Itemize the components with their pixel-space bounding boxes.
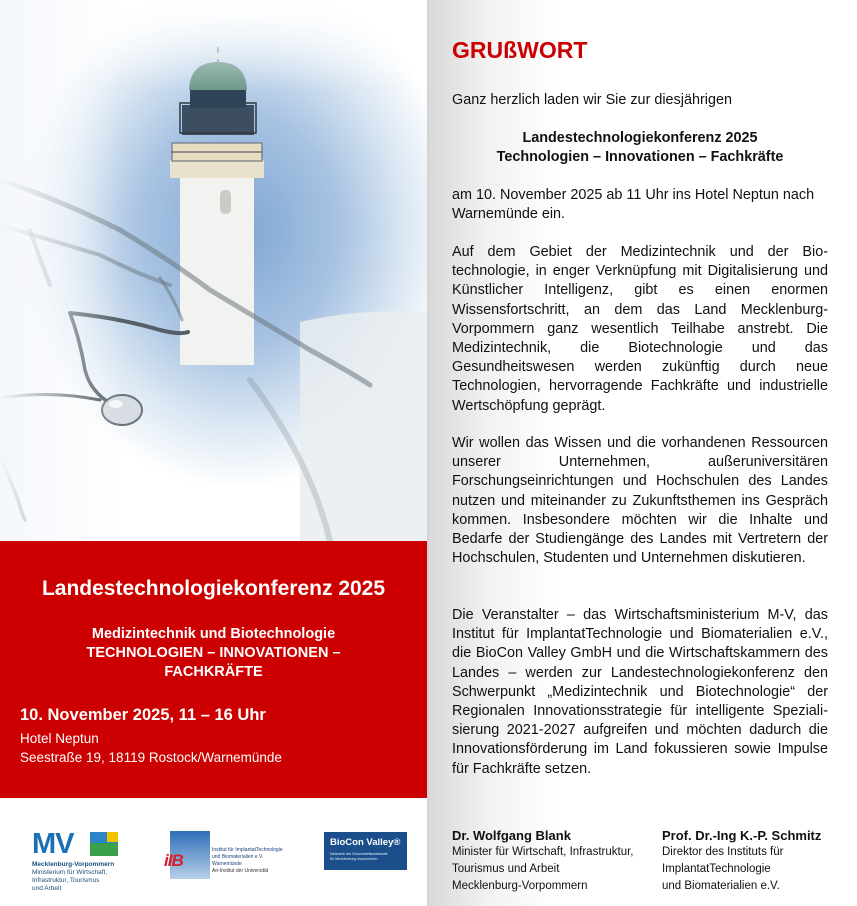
iib-logo-text: An-Institut der Universität [212,868,269,874]
greeting-paragraph: Die Veranstalter – das Wirtschaftsministerium M-V, das Institut für ImplantatTechnologie und Biomaterialien e.V., die BioCon Valley GmbH und die Wirtschaftskammern des Landes – werden zur Landestechnologiekonferenz den Schwerpunkt „Medizintechnik und Biotechnologie“ der Regionalen Innovationsstrategie für intelligente Spezialisierung 2021-2027 aufgreifen und möchten dadurch die Innovationsförderung im Land fokussieren sowie Impulse für Fachkräfte setzen. [452,607,828,777]
partner-logos [0,798,427,906]
lighthouse-photo [0,0,427,541]
event-venue [20,729,282,767]
signatory-name: Dr. Wolfgang Blank [452,828,571,843]
mv-logo-text: und Arbeit [32,885,62,892]
lighthouse-icon [170,47,264,365]
iib-logo-text: Institut für ImplantatTechnologie [212,847,283,853]
mv-logo-mark: MV [32,828,74,860]
greeting-intro: Ganz herzlich laden wir Sie zur diesjährigen [452,92,732,108]
conference-motto: Technologien – Innovationen – Fachkräfte [496,149,784,165]
greeting-paragraph: Wir wollen das Wissen und die vorhandenen Ressourcen unserer Unternehmen, außeruniversitären Forschungseinrichtungen und Hochschulen des Landes nutzen und miteinander zu Zukunftsthemen ins Gespräch kommen. Insbesondere möchten wir die Inhalte und Bedarfe der Studiengänge des Landes mit Vertretern der Hochschulen, Studenten und Unternehmen diskutieren. [452,435,828,567]
signatory [452,827,633,895]
subtitle-line: Medizintechnik und Biotechnologie [91,626,336,642]
mv-logo-text: Mecklenburg-Vorpommern [32,861,115,868]
subtitle-line: TECHNOLOGIEN – INNOVATIONEN – [86,645,341,661]
greeting-paragraph: Auf dem Gebiet der Medizintechnik und der Biotechnologie, in enger Verknüpfung mit Digitalisierung und Künstlicher Intelligenz, gibt es einen enormen Wissensfortschritt, an dem das Land Mecklenburg-Vorpommern ganz wesentlich Teilhabe anstrebt. Die Medizintechnik, die Biotechnologie und das Gesundheitswesen werden zukünftig durch neue Technologien, hervorragende Fachkräfte und industrielle Wertschöpfung geprägt. [452,244,828,414]
greeting-paragraph: am 10. November 2025 ab 11 Uhr ins Hotel Neptun nach Warnemünde ein. [452,187,815,223]
venue-name: Hotel Neptun [20,731,99,746]
conference-title: Landestechnologiekonferenz 2025 [522,130,758,146]
signatory-title: Minister für Wirtschaft, Infrastruktur, [452,846,634,858]
signatory [662,827,821,895]
mv-logo-text: Infrastruktur, Tourismus [32,877,100,884]
signatory-name: Prof. Dr.-Ing K.-P. Schmitz [662,828,822,843]
event-title: Landestechnologiekonferenz 2025 [41,577,386,600]
biocon-valley-logo [324,832,407,870]
signatory-title: Direktor des Instituts für [662,846,784,858]
iib-logo-text: Warnemünde [212,861,242,867]
greeting-panel [429,0,857,906]
cover-panel [0,0,427,906]
biocon-logo-mark: BioCon Valley® [330,837,401,848]
event-subtitle [0,625,427,682]
greeting-heading: GRUßWORT [452,37,588,63]
event-date: 10. November 2025, 11 – 16 Uhr [20,706,266,724]
mv-logo [32,830,127,900]
mv-logo-text: Ministerium für Wirtschaft, [32,869,108,876]
signatory-title: und Biomaterialien e.V. [662,880,780,892]
venue-address: Seestraße 19, 18119 Rostock/Warnemünde [20,750,282,765]
subtitle-line: FACHKRÄFTE [164,664,263,680]
iib-logo-text: und Biomaterialien e.V. [212,854,264,860]
signatory-title: ImplantatTechnologie [662,863,771,875]
signatory-title: Tourismus und Arbeit [452,863,560,875]
event-box [0,541,427,798]
biocon-logo-text: Netzwerk der Gesundheitswirtschaft [330,852,388,856]
iib-logo [164,831,304,881]
iib-logo-mark: iIB [164,851,183,870]
signatory-title: Mecklenburg-Vorpommern [452,880,588,892]
biocon-logo-text: für Mecklenburg-Vorpommern [330,857,378,861]
